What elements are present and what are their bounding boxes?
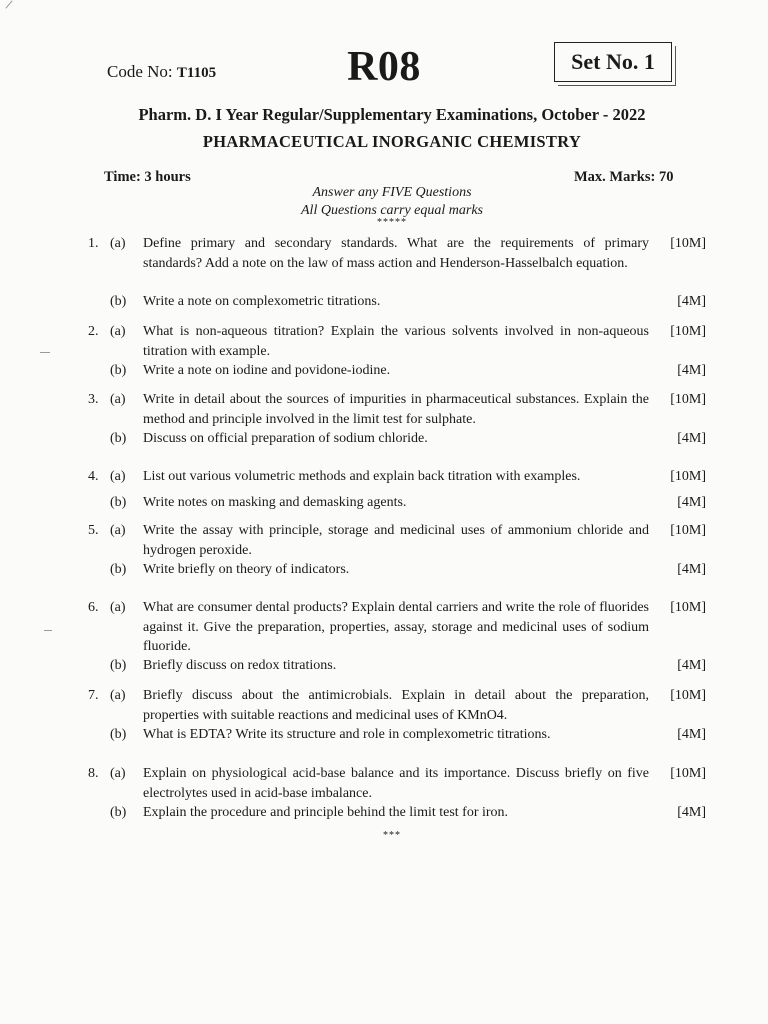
question-text: Write the assay with principle, storage and medicinal uses of ammonium chloride and hydrogen peroxide. (143, 523, 649, 558)
question-text: What is EDTA? Write its structure and role in complexometric titrations. (143, 727, 551, 742)
marks: [10M] (670, 600, 706, 615)
question-text: Explain the procedure and principle behind the limit test for iron. (143, 805, 509, 820)
marks: [4M] (677, 658, 706, 673)
question-text: Write a note on iodine and povidone-iodine. (143, 363, 391, 378)
subject-title: PHARMACEUTICAL INORGANIC CHEMISTRY (202, 132, 582, 151)
set-number-box: Set No. 1 (554, 42, 672, 82)
question-number: 5. (88, 523, 99, 538)
marks: [10M] (670, 688, 706, 703)
part-label: (b) (110, 658, 127, 673)
end-of-paper-mark: *** (383, 830, 401, 841)
marks: [4M] (677, 805, 706, 820)
part-label: (b) (110, 562, 127, 577)
exam-title: Pharm. D. I Year Regular/Supplementary Examinations, October - 2022 (138, 105, 646, 124)
marks: [4M] (677, 562, 706, 577)
question-text: What are consumer dental products? Explain dental carriers and write the role of fluorides against it. Give the preparation, properties, assay, storage and medicinal uses of sodium fluoride. (143, 600, 649, 654)
marks: [10M] (670, 236, 706, 251)
part-label: (a) (110, 766, 126, 781)
marks: [10M] (670, 766, 706, 781)
question-number: 4. (88, 469, 99, 484)
question-text: Write briefly on theory of indicators. (143, 562, 350, 577)
question-text: Briefly discuss about the antimicrobials. Explain in detail about the preparation, properties with suitable reactions and medicinal uses of KMnO4. (143, 688, 649, 723)
marks: [4M] (677, 294, 706, 309)
question-number: 8. (88, 766, 99, 781)
marks: [10M] (670, 324, 706, 339)
scan-speck (5, 0, 12, 8)
part-label: (b) (110, 727, 127, 742)
scan-speck (44, 630, 52, 631)
time-allowed: Time: 3 hours (104, 169, 191, 185)
part-label: (a) (110, 469, 126, 484)
instruction-answer: Answer any FIVE Questions (312, 185, 472, 200)
marks: [4M] (677, 495, 706, 510)
marks: [4M] (677, 431, 706, 446)
question-number: 6. (88, 600, 99, 615)
code-label: Code No: (107, 62, 177, 81)
question-text: List out various volumetric methods and explain back titration with examples. (143, 469, 581, 484)
question-text: Write in detail about the sources of impurities in pharmaceutical substances. Explain the method and principle involved in the limit test for sulphate. (143, 392, 649, 427)
part-label: (a) (110, 523, 126, 538)
marks: [10M] (670, 523, 706, 538)
marks: [4M] (677, 363, 706, 378)
part-label: (a) (110, 236, 126, 251)
part-label: (b) (110, 431, 127, 446)
question-text: Write a note on complexometric titrations. (143, 294, 381, 309)
marks: [10M] (670, 469, 706, 484)
question-text: Explain on physiological acid-base balance and its importance. Discuss briefly on five electrolytes used in acid-base imbalance. (143, 766, 649, 801)
question-text: Write notes on masking and demasking agents. (143, 495, 407, 510)
part-label: (a) (110, 392, 126, 407)
part-label: (b) (110, 363, 127, 378)
question-number: 2. (88, 324, 99, 339)
header-separator: ***** (377, 217, 407, 228)
question-text: Discuss on official preparation of sodium chloride. (143, 431, 428, 446)
max-marks: Max. Marks: 70 (574, 169, 674, 185)
part-label: (b) (110, 495, 127, 510)
marks: [10M] (670, 392, 706, 407)
regulation-code: R08 (347, 44, 421, 90)
scan-speck (40, 352, 50, 353)
part-label: (a) (110, 324, 126, 339)
part-label: (a) (110, 600, 126, 615)
part-label: (a) (110, 688, 126, 703)
code-value: T1105 (176, 65, 217, 81)
question-text: Briefly discuss on redox titrations. (143, 658, 337, 673)
marks: [4M] (677, 727, 706, 742)
question-text: What is non-aqueous titration? Explain the various solvents involved in non-aqueous titration with example. (143, 324, 649, 359)
part-label: (b) (110, 294, 127, 309)
part-label: (b) (110, 805, 127, 820)
question-number: 1. (88, 236, 99, 251)
question-text: Define primary and secondary standards. What are the requirements of primary standards? Add a note on the law of mass action and Henderson-Hasselbalch equation. (143, 236, 649, 271)
instruction-marks: All Questions carry equal marks (301, 203, 483, 218)
question-number: 3. (88, 392, 99, 407)
question-number: 7. (88, 688, 99, 703)
